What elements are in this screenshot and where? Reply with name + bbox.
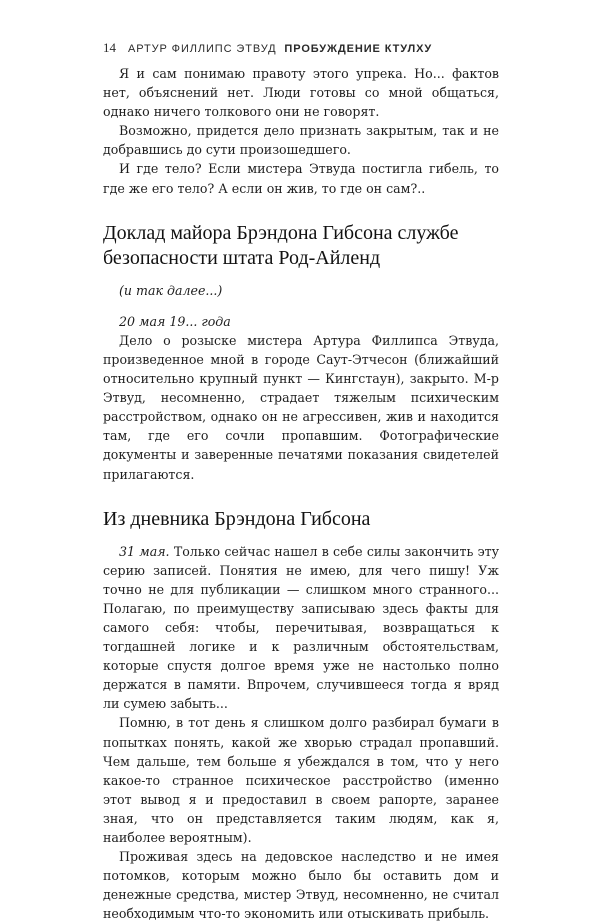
diary-text: Только сейчас нашел в себе силы закончить эту серию записей. Понятия не имею, для чего пишу! Уж точно не для публикации — слишком много странного... Полагаю, по преимуществу записываю здесь факты для самого себя: чтобы, перечитывая, возвращаться к тогдашней логике и к различным обстоятельствам, которые спустя долгое время уже не настолько полно держатся в памяти. Впрочем, случившееся тогда я вряд ли сумею забыть... [103, 543, 499, 712]
header-book-title: ПРОБУЖДЕНИЕ КТУЛХУ [284, 43, 433, 55]
page-number: 14 [103, 40, 116, 55]
running-header [103, 40, 503, 56]
section-heading-diary: Из дневника Брэндона Гибсона [103, 507, 371, 530]
intro-paragraph: Возможно, придется дело признать закрытым, так и не добравшись до сути произошедшего. [103, 123, 499, 158]
diary-paragraph: Помню, в тот день я слишком долго разбирал бумаги в попытках понять, какой же хворью страдал пропавший. Чем дальше, тем больше я убеждался в том, что у него какое-то странное психическое расстройство (именно этот вывод я и предоставил в своем рапорте, заранее зная, что он представляется таким людям, как я, наиболее вероятным). [103, 715, 499, 845]
intro-paragraph: И где тело? Если мистера Этвуда постигла гибель, то где же его тело? А если он жив, то где он сам?.. [103, 161, 499, 196]
diary-date: 31 мая. [119, 543, 170, 559]
report-date: 20 мая 19... года [119, 313, 231, 329]
diary-paragraph: Проживая здесь на дедовское наследство и не имея потомков, которым можно было бы оставить дом и денежные средства, мистер Этвуд, несомненно, не считал необходимым что-то экономить или отыскивать прибыль. [103, 849, 499, 922]
header-author: АРТУР ФИЛЛИПС ЭТВУД [128, 43, 277, 55]
report-paragraph: Дело о розыске мистера Артура Филлипса Этвуда, произведенное мной в городе Саут-Этчесон (ближайший относительно крупный пункт — Кингстаун), закрыто. М-р Этвуд, несомненно, страдает тяжелым психическим расстройством, однако он не агрессивен, жив и находится там, где его сочли пропавшим. Фотографические документы и заверенные печатями показания свидетелей прилагаются. [103, 332, 499, 482]
editorial-note: (и так далее...) [119, 282, 223, 298]
intro-paragraph: Я и сам понимаю правоту этого упрека. Но... фактов нет, объяснений нет. Люди готовы со мной общаться, однако ничего толкового они не говорят. [103, 66, 499, 120]
section-heading-report: Доклад майора Брэндона Гибсона службе безопасности штата Род-Айленд [103, 221, 459, 269]
diary-paragraph [103, 542, 499, 714]
page-body [103, 64, 499, 923]
